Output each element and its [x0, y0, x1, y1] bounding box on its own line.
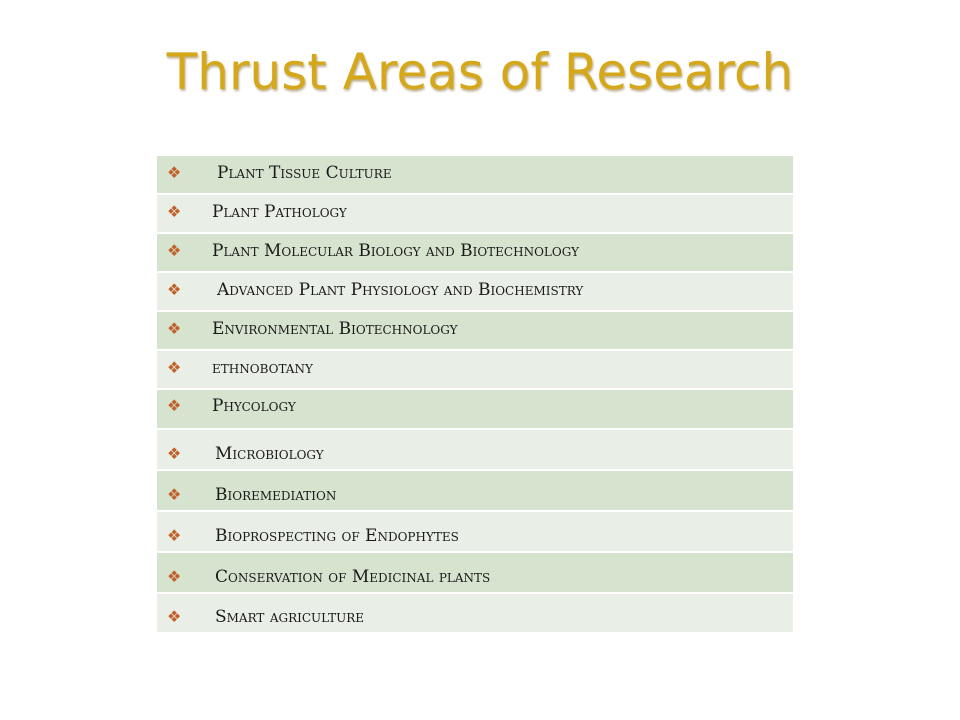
research-area-label: Environmental Biotechnology: [212, 319, 458, 339]
table-row: [157, 594, 793, 634]
diamond-bullet-icon: ❖: [167, 567, 182, 586]
diamond-bullet-icon: ❖: [167, 241, 182, 260]
diamond-bullet-icon: ❖: [167, 444, 182, 463]
table-row: [157, 195, 793, 234]
table-row: [157, 351, 793, 390]
table-row: [157, 312, 793, 351]
research-area-label: Plant Tissue Culture: [217, 163, 392, 183]
diamond-bullet-icon: ❖: [167, 358, 182, 377]
research-area-label: ethnobotany: [212, 358, 313, 378]
diamond-bullet-icon: ❖: [167, 526, 182, 545]
slide-title: Thrust Areas of Research: [166, 43, 794, 101]
research-area-label: Bioprospecting of Endophytes: [215, 526, 459, 546]
research-area-label: Advanced Plant Physiology and Biochemistry: [217, 280, 584, 300]
table-row: [157, 273, 793, 312]
table-row: [157, 156, 793, 195]
table-row: [157, 553, 793, 594]
research-area-label: Phycology: [212, 396, 296, 416]
table-row: [157, 471, 793, 512]
diamond-bullet-icon: ❖: [167, 280, 182, 299]
diamond-bullet-icon: ❖: [167, 163, 182, 182]
diamond-bullet-icon: ❖: [167, 485, 182, 504]
research-area-label: Microbiology: [215, 444, 324, 464]
research-area-label: Smart agriculture: [215, 607, 365, 627]
table-row: [157, 234, 793, 273]
diamond-bullet-icon: ❖: [167, 607, 182, 626]
research-areas-table: [157, 156, 793, 634]
research-area-label: Plant Pathology: [212, 202, 347, 222]
research-area-label: Conservation of Medicinal plants: [215, 567, 491, 587]
table-row: [157, 390, 793, 430]
research-area-label: Plant Molecular Biology and Biotechnology: [212, 241, 580, 261]
research-area-label: Bioremediation: [215, 485, 337, 505]
table-row: [157, 512, 793, 553]
diamond-bullet-icon: ❖: [167, 202, 182, 221]
diamond-bullet-icon: ❖: [167, 319, 182, 338]
table-row: [157, 430, 793, 471]
diamond-bullet-icon: ❖: [167, 396, 182, 415]
